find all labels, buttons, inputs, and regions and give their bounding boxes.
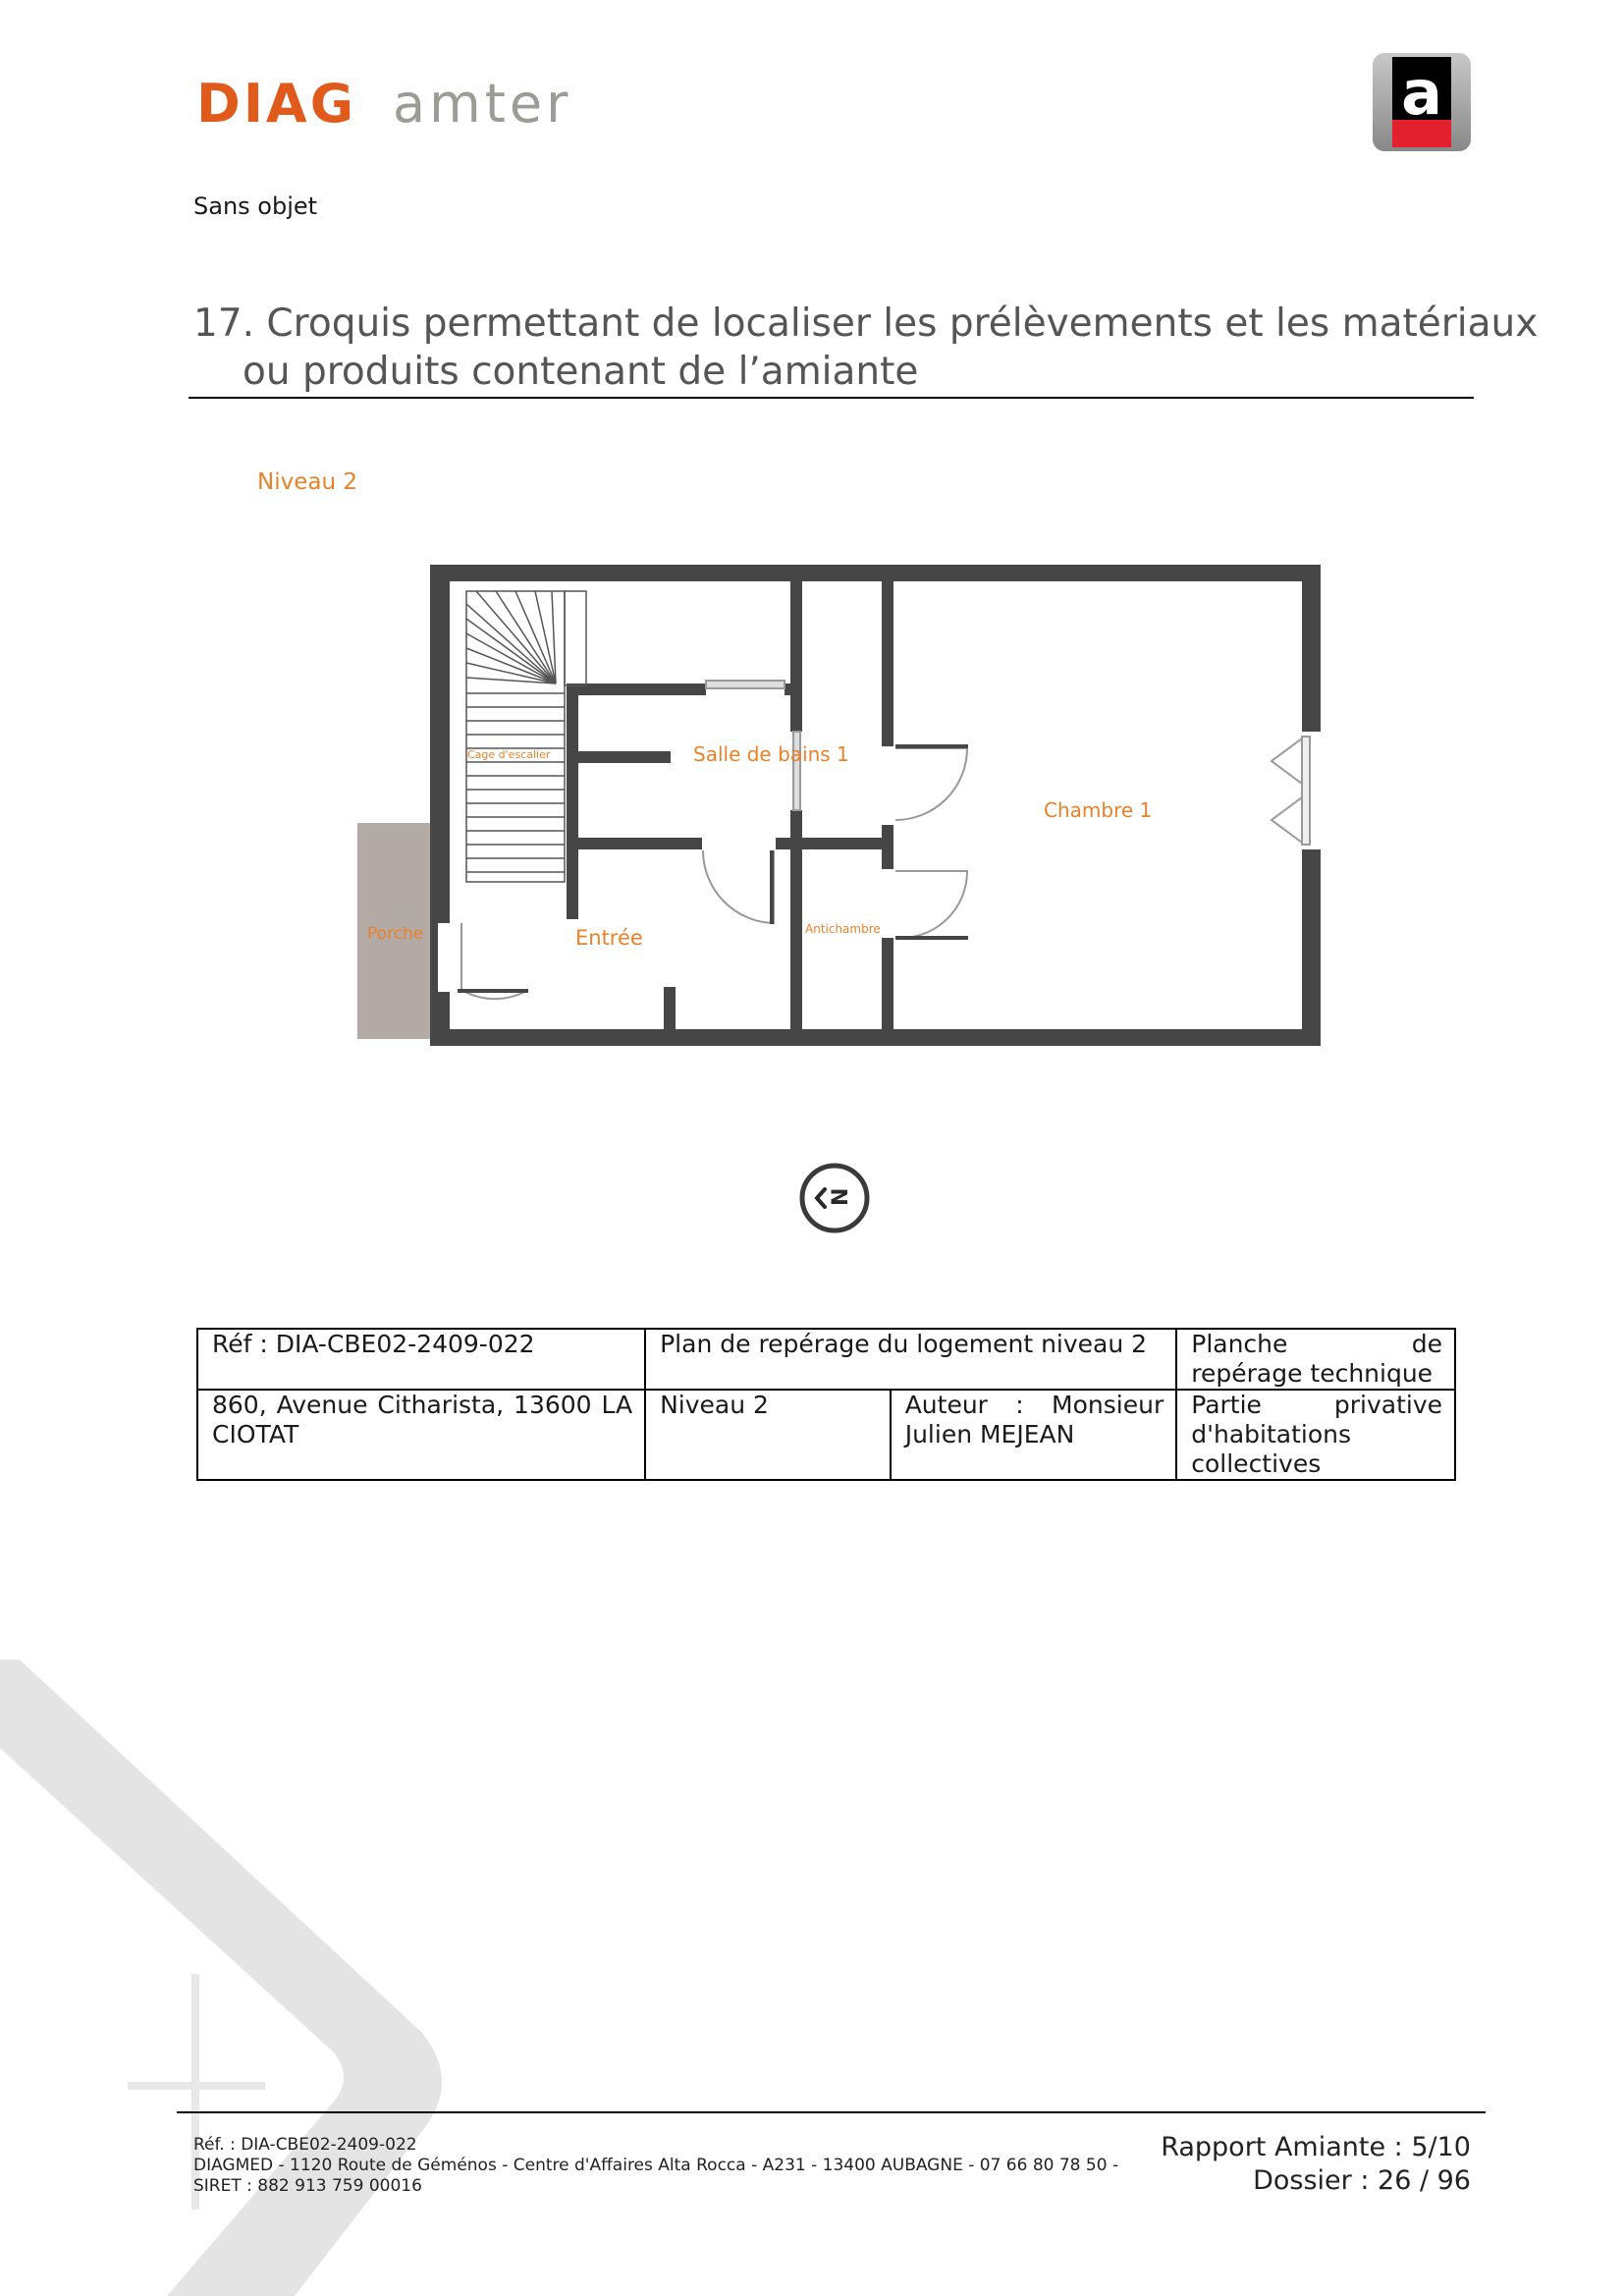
- svg-text:a: a: [1401, 57, 1442, 129]
- footer-report-page: Rapport Amiante : 5/10: [1161, 2132, 1471, 2162]
- diagamter-logo: [196, 77, 697, 136]
- svg-text:N: N: [829, 1187, 853, 1206]
- footer-ref: Réf. : DIA-CBE02-2409-022: [193, 2135, 417, 2155]
- section-divider: [189, 397, 1474, 399]
- intro-text: Sans objet: [193, 192, 318, 220]
- room-label-chambre: Chambre 1: [1044, 798, 1153, 822]
- room-label-entree: Entrée: [575, 926, 643, 950]
- section-title-line-1: 17. Croquis permettant de localiser les prélèvements et les matériaux: [193, 301, 1539, 346]
- table-cell-auteur: Auteur : Monsieur Julien MEJEAN: [891, 1390, 1177, 1480]
- room-label-porche: Porche: [367, 924, 424, 944]
- svg-text:DIAG: DIAG: [196, 77, 357, 135]
- footer-right: [1129, 2131, 1471, 2198]
- footer-dossier-page: Dossier : 26 / 96: [1253, 2165, 1471, 2196]
- footer-siret: SIRET : 882 913 759 00016: [193, 2176, 422, 2196]
- table-cell-ref: Réf : DIA-CBE02-2409-022: [197, 1329, 645, 1390]
- room-label-antichambre: Antichambre: [805, 922, 881, 936]
- amiante-badge-icon: [1373, 53, 1471, 151]
- room-label-salle-de-bains: Salle de bains 1: [693, 742, 849, 766]
- plan-info-table: [196, 1328, 1456, 1481]
- section-title-line-2: ou produits contenant de l’amiante: [243, 350, 919, 394]
- table-cell-plan-title: Plan de repérage du logement niveau 2: [645, 1329, 1176, 1390]
- room-label-cage-escalier: Cage d'escalier: [467, 748, 551, 761]
- table-cell-planche: Planche de repérage technique: [1176, 1329, 1455, 1390]
- footer-divider: [177, 2111, 1486, 2113]
- level-label: Niveau 2: [257, 469, 357, 495]
- watermark-graphic: [0, 1660, 452, 2296]
- footer-left: [193, 2135, 1118, 2197]
- svg-text:amter: amter: [393, 77, 572, 135]
- north-compass-icon: [795, 1159, 874, 1237]
- interior-walls: [567, 579, 893, 1029]
- table-cell-address: 860, Avenue Citharista, 13600 LA CIOTAT: [197, 1390, 645, 1480]
- section-title: [193, 300, 1538, 396]
- floor-plan: [349, 565, 1321, 1046]
- table-cell-partie: Partie privative d'habitations collectives: [1176, 1390, 1455, 1480]
- table-cell-niveau: Niveau 2: [645, 1390, 891, 1480]
- footer-company: DIAGMED - 1120 Route de Géménos - Centre d'Affaires Alta Rocca - A231 - 13400 AUBAGNE - 07 66 80 78 50 -: [193, 2156, 1119, 2175]
